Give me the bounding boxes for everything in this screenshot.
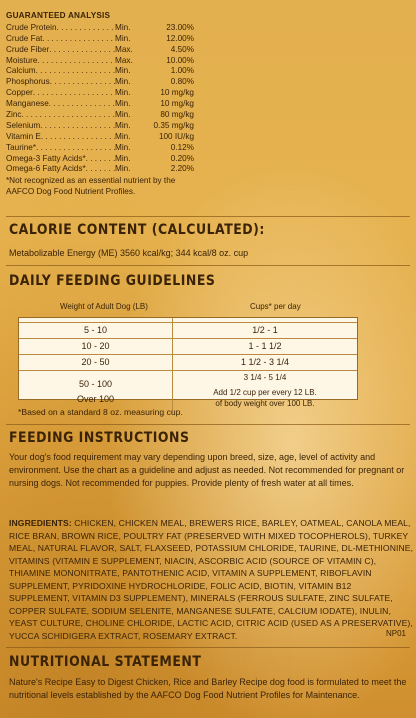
analysis-qualifier: Min. bbox=[115, 142, 131, 152]
guaranteed-analysis-rows bbox=[6, 23, 196, 175]
analysis-nutrient: Omega-3 Fatty Acids* . . . bbox=[6, 154, 115, 165]
product-code: NP01 bbox=[385, 629, 406, 638]
analysis-row bbox=[6, 143, 196, 154]
analysis-nutrient: Calcium . . . bbox=[6, 66, 115, 77]
analysis-value: 4.50% bbox=[170, 44, 194, 54]
table-cell-weight: 20 - 50 bbox=[19, 355, 173, 370]
analysis-nutrient: Selenium . . . bbox=[6, 121, 115, 132]
feeding-instructions-text: Your dog's food requirement may vary depending upon breed, size, age, level of activity and environment. Use the chart as a guideline and adjust as needed. Not recommended for pregnant or nursing dogs. Not recommended for puppies. Provide plenty of fresh water at all times. bbox=[9, 452, 405, 488]
ingredients bbox=[9, 517, 414, 642]
ingredients-text: CHICKEN, CHICKEN MEAL, BREWERS RICE, BARLEY, OATMEAL, CANOLA MEAL, RICE BRAN, BROWN RICE, POULTRY FAT (PRESERVED WITH MIXED TOCOPHEROLS), TURKEY MEAL, NATURAL FLAVOR, SALT, FLAXSEED, POTASSIUM CHLORIDE, TAURINE, DL-METHIONINE, VITAMINS (VITAMIN E SUPPLEMENT, NIACIN, ASCORBIC ACID (SOURCE OF VITAMIN C), THIAMINE MONONITRATE, PANTOTHENIC ACID, VITAMIN A SUPPLEMENT, RIBOFLAVIN SUPPLEMENT, PYRIDOXINE HYDROCHLORIDE, FOLIC ACID, BIOTIN, VITAMIN B12 SUPPLEMENT, VITAMIN D3 SUPPLEMENT), MINERALS (FERROUS SULFATE, ZINC SULFATE, COPPER SULFATE, SODIUM SELENITE, MANGANESE SULFATE, CALCIUM IODATE), INULIN, YEAST CULTURE, CHOLINE CHLORIDE, LACTIC ACID, CITRIC ACID (USED AS A PRESERVATIVE), YUCCA SCHIDIGERA EXTRACT, ROSEMARY EXTRACT. bbox=[9, 518, 414, 641]
analysis-qualifier: Min. bbox=[115, 33, 131, 43]
analysis-row bbox=[6, 88, 196, 99]
table-row bbox=[19, 323, 357, 339]
analysis-qualifier: Min. bbox=[115, 66, 131, 76]
analysis-qualifier: Min. bbox=[115, 164, 131, 174]
analysis-qualifier: Min. bbox=[115, 77, 131, 87]
analysis-value: 10 mg/kg bbox=[160, 99, 194, 109]
analysis-nutrient: Phosphorus . . . bbox=[6, 77, 115, 88]
analysis-qualifier: Min. bbox=[115, 131, 131, 141]
analysis-row bbox=[6, 164, 196, 175]
nutritional-statement-heading: NUTRITIONAL STATEMENT bbox=[9, 654, 202, 670]
table-row bbox=[19, 339, 357, 355]
analysis-row bbox=[6, 121, 196, 132]
analysis-nutrient: Copper . . . bbox=[6, 88, 115, 99]
divider bbox=[6, 424, 410, 425]
analysis-qualifier: Min. bbox=[115, 99, 131, 109]
table-header-cups: Cups* per day bbox=[250, 302, 301, 311]
analysis-row bbox=[6, 110, 196, 121]
table-header-weight: Weight of Adult Dog (LB) bbox=[60, 302, 148, 311]
analysis-qualifier: Max. bbox=[115, 44, 133, 54]
analysis-qualifier: Min. bbox=[115, 110, 131, 120]
analysis-value: 2.20% bbox=[170, 164, 194, 174]
divider bbox=[6, 647, 410, 648]
analysis-qualifier: Min. bbox=[115, 22, 131, 32]
analysis-qualifier: Min. bbox=[115, 120, 131, 130]
table-cell-weight: Over 100 bbox=[19, 386, 173, 413]
divider bbox=[6, 216, 410, 217]
table-cell-cups: 3 1/4 - 5 1/4 bbox=[243, 373, 287, 382]
analysis-value: 23.00% bbox=[166, 22, 194, 32]
analysis-row bbox=[6, 45, 196, 56]
analysis-value: 0.80% bbox=[170, 77, 194, 87]
analysis-row bbox=[6, 77, 196, 88]
analysis-qualifier: Min. bbox=[115, 88, 131, 98]
table-cell-weight: 5 - 10 bbox=[19, 323, 173, 338]
feeding-guidelines-heading: DAILY FEEDING GUIDELINES bbox=[9, 273, 216, 289]
analysis-row bbox=[6, 34, 196, 45]
analysis-row bbox=[6, 56, 196, 67]
analysis-nutrient: Crude Protein . . . bbox=[6, 23, 115, 34]
analysis-nutrient: Taurine* . . . bbox=[6, 143, 115, 154]
table-row bbox=[19, 371, 357, 389]
analysis-value: 10 mg/kg bbox=[160, 88, 194, 98]
analysis-value: 12.00% bbox=[166, 33, 194, 43]
analysis-nutrient: Moisture . . . bbox=[6, 56, 115, 67]
guaranteed-analysis bbox=[6, 11, 196, 197]
table-cell-cups-line2: of body weight over 100 LB. bbox=[215, 398, 315, 408]
analysis-nutrient: Crude Fat . . . bbox=[6, 34, 115, 45]
analysis-row bbox=[6, 66, 196, 77]
guaranteed-analysis-note: *Not recognized as an essential nutrient by the AAFCO Dog Food Nutrient Profiles. bbox=[6, 176, 176, 196]
table-cell-cups: 1/2 - 1 bbox=[252, 325, 278, 335]
table-cell-cups: 1 1/2 - 3 1/4 bbox=[240, 357, 290, 367]
analysis-qualifier: Max. bbox=[115, 55, 133, 65]
table-cell-cups: 1 - 1 1/2 bbox=[248, 341, 282, 351]
table-cell-cups-line1: Add 1/2 cup per every 12 LB. bbox=[213, 388, 317, 397]
analysis-nutrient: Omega-6 Fatty Acids* . . . bbox=[6, 164, 115, 175]
analysis-value: 0.35 mg/kg bbox=[153, 120, 194, 130]
table-cell-weight: 50 - 100 bbox=[19, 371, 173, 386]
nutritional-statement-text: Nature's Recipe Easy to Digest Chicken, Rice and Barley Recipe dog food is formulated to meet the nutritional levels established by the AAFCO Dog Food Nutrient Profiles for Maintenance. bbox=[9, 677, 407, 700]
analysis-qualifier: Min. bbox=[115, 153, 131, 163]
analysis-nutrient: Zinc . . . bbox=[6, 110, 115, 121]
analysis-value: 100 IU/kg bbox=[158, 131, 194, 141]
divider bbox=[6, 265, 410, 266]
analysis-row bbox=[6, 23, 196, 34]
analysis-value: 10.00% bbox=[166, 55, 194, 65]
calorie-content-text: Metabolizable Energy (ME) 3560 kcal/kg; 344 kcal/8 oz. cup bbox=[9, 248, 249, 258]
analysis-value: 0.20% bbox=[170, 153, 194, 163]
analysis-nutrient: Manganese . . . bbox=[6, 99, 115, 110]
analysis-value: 80 mg/kg bbox=[160, 110, 194, 120]
analysis-value: 1.00% bbox=[170, 66, 194, 76]
ingredients-label: INGREDIENTS: bbox=[9, 518, 72, 528]
guaranteed-analysis-title: GUARANTEED ANALYSIS bbox=[6, 11, 111, 20]
feeding-guidelines-note: *Based on a standard 8 oz. measuring cup. bbox=[18, 407, 183, 417]
analysis-row bbox=[6, 99, 196, 110]
analysis-row bbox=[6, 132, 196, 143]
analysis-nutrient: Crude Fiber . . . bbox=[6, 45, 115, 56]
analysis-row bbox=[6, 154, 196, 165]
table-row bbox=[19, 355, 357, 371]
analysis-value: 0.12% bbox=[170, 142, 194, 152]
table-cell-weight: 10 - 20 bbox=[19, 339, 173, 354]
feeding-instructions-heading: FEEDING INSTRUCTIONS bbox=[9, 430, 190, 446]
feeding-table bbox=[18, 317, 358, 408]
analysis-nutrient: Vitamin E . . . bbox=[6, 132, 115, 143]
calorie-content-heading: CALORIE CONTENT (CALCULATED): bbox=[9, 222, 265, 238]
